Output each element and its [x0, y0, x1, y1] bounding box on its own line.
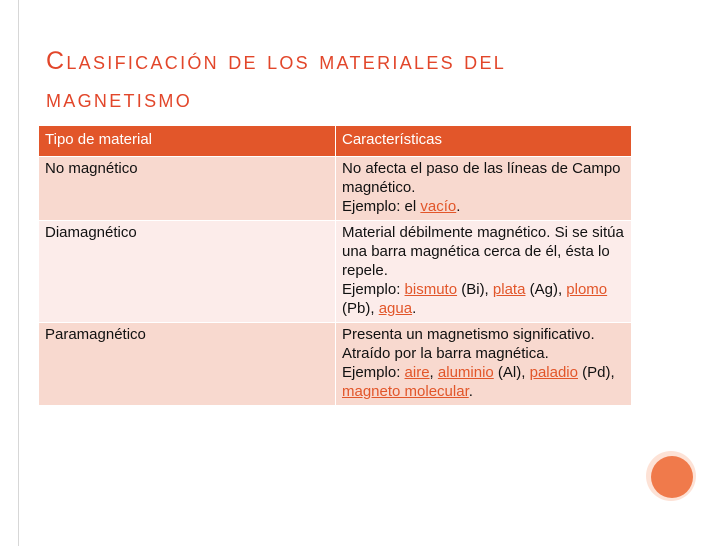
- link-magneto-molecular[interactable]: magneto molecular: [342, 383, 469, 400]
- table-row: [39, 323, 632, 406]
- example-prefix: Ejemplo:: [342, 281, 405, 298]
- example-prefix: Ejemplo: el: [342, 198, 421, 215]
- material-type: No magnético: [39, 157, 336, 221]
- example-separator: (Pd),: [578, 364, 615, 381]
- link-aluminio[interactable]: aluminio: [437, 364, 494, 381]
- description: No afecta el paso de las líneas de Campo magnético.: [342, 160, 621, 196]
- example-separator: (Bi),: [457, 281, 493, 298]
- link-paladio[interactable]: paladio: [529, 364, 578, 381]
- material-characteristics: [336, 323, 632, 406]
- link-plomo[interactable]: plomo: [566, 281, 608, 298]
- example-prefix: Ejemplo:: [342, 364, 405, 381]
- description: Presenta un magnetismo significativo. Atraído por la barra magnética.: [342, 326, 595, 362]
- example-end: .: [468, 383, 473, 400]
- example-separator: ,: [429, 364, 438, 381]
- link-vacio[interactable]: vacío: [420, 198, 457, 215]
- link-aire[interactable]: aire: [404, 364, 430, 381]
- decorative-circle: [651, 456, 693, 498]
- example-separator: (Al),: [493, 364, 530, 381]
- header-tipo: Tipo de material: [39, 126, 336, 157]
- material-type: Diamagnético: [39, 221, 336, 323]
- table-row: [39, 221, 632, 323]
- material-characteristics: [336, 157, 632, 221]
- material-type: Paramagnético: [39, 323, 336, 406]
- slide-title: Clasificación de los materiales del magnetismo: [46, 47, 507, 113]
- link-bismuto[interactable]: bismuto: [404, 281, 458, 298]
- description: Material débilmente magnético. Si se sitúa una barra magnética cerca de él, ésta lo repele.: [342, 224, 624, 279]
- link-agua[interactable]: agua: [378, 300, 413, 317]
- link-plata[interactable]: plata: [492, 281, 526, 298]
- header-caracteristicas: Características: [336, 126, 632, 157]
- example-separator: (Pb),: [342, 300, 379, 317]
- example-end: .: [412, 300, 417, 317]
- material-characteristics: [336, 221, 632, 323]
- example-end: .: [456, 198, 461, 215]
- table-row: [39, 157, 632, 221]
- slide-left-border: [18, 0, 19, 546]
- table-header-row: [39, 126, 632, 157]
- materials-table: [38, 125, 632, 406]
- example-separator: (Ag),: [525, 281, 567, 298]
